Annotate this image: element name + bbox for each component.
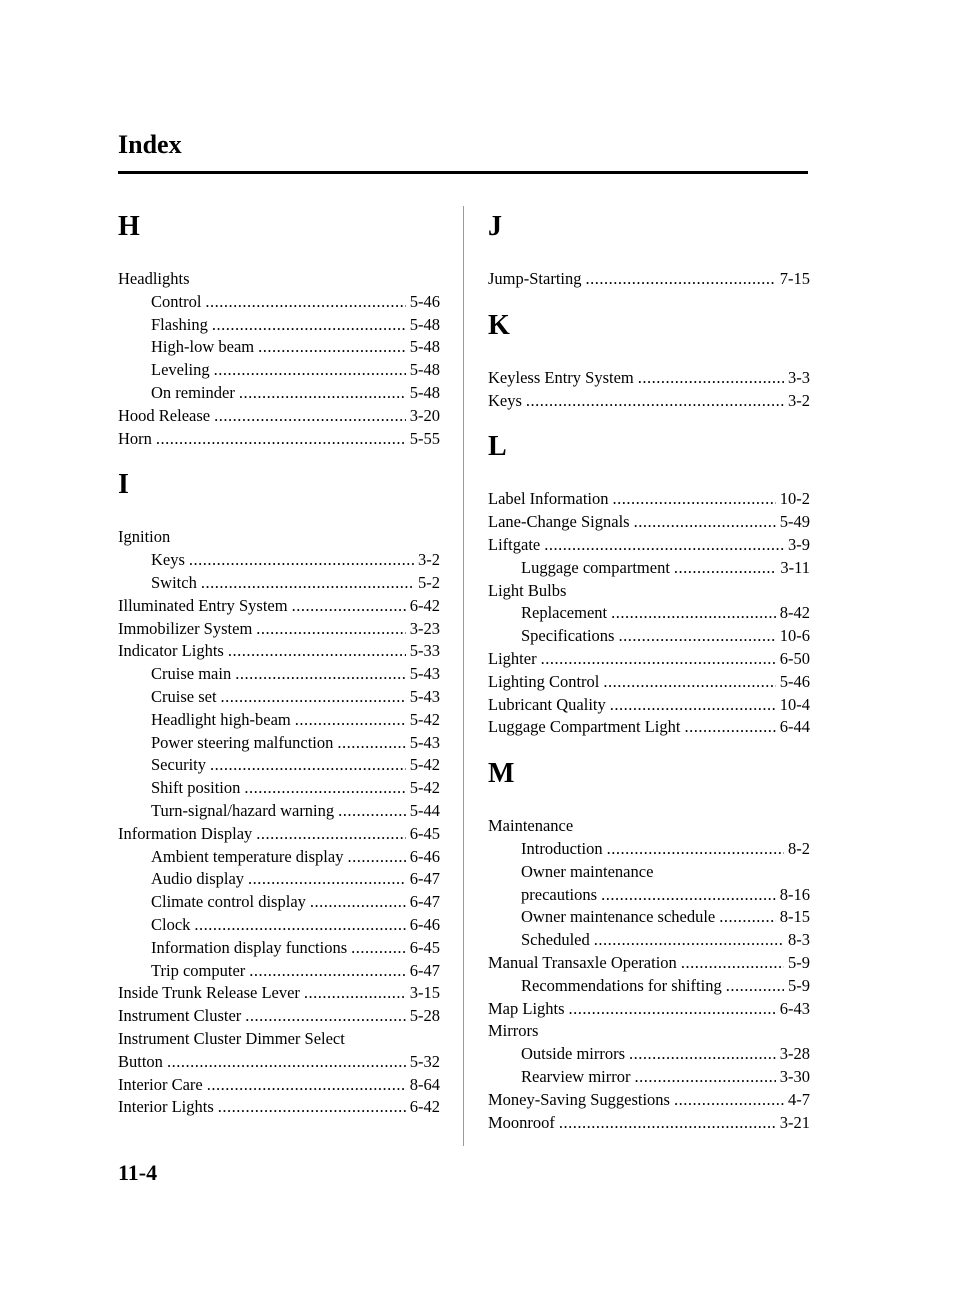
entry-page-ref: 6-46 — [409, 914, 440, 934]
index-subentry — [118, 686, 440, 709]
dot-leader — [214, 359, 406, 382]
index-subentry — [118, 891, 440, 914]
entry-term: Manual Transaxle Operation — [488, 952, 677, 972]
dot-leader — [167, 1051, 406, 1074]
index-subentry — [118, 314, 440, 337]
index-entry — [488, 716, 810, 739]
dot-leader — [244, 777, 405, 800]
entry-term: Money-Saving Suggestions — [488, 1089, 670, 1109]
dot-leader — [201, 572, 414, 595]
index-entry — [118, 1028, 440, 1051]
index-entry — [488, 952, 810, 975]
entry-term: Instrument Cluster — [118, 1006, 242, 1026]
index-entry-list — [488, 367, 810, 413]
index-entry — [488, 671, 810, 694]
entry-term: Liftgate — [488, 534, 541, 554]
section-letter: J — [488, 211, 502, 242]
index-entry — [488, 534, 810, 557]
entry-term: Maintenance — [488, 816, 574, 836]
entry-term: Power steering malfunction — [151, 732, 334, 752]
section-letter: K — [488, 309, 510, 341]
dot-leader — [610, 694, 776, 717]
entry-page-ref: 6-43 — [779, 998, 810, 1018]
section-letter: H — [118, 211, 140, 242]
entry-page-ref: 3-20 — [409, 405, 440, 425]
entry-term: Button — [118, 1051, 163, 1071]
index-entry — [488, 367, 810, 390]
entry-page-ref: 3-21 — [779, 1112, 810, 1132]
index-entry-list — [488, 488, 810, 739]
entry-page-ref: 3-2 — [418, 550, 440, 570]
index-subentry — [118, 382, 440, 405]
entry-page-ref: 5-32 — [409, 1051, 440, 1071]
entry-term: Lighting Control — [488, 671, 600, 691]
index-entry — [488, 648, 810, 671]
dot-leader — [726, 975, 784, 998]
index-entry — [118, 405, 440, 428]
dot-leader — [189, 549, 414, 572]
index-entry-list — [118, 268, 440, 450]
section-letter: L — [488, 431, 507, 463]
dot-leader — [228, 640, 406, 663]
index-entry-list — [488, 815, 810, 1134]
entry-term: Turn-signal/hazard warning — [151, 800, 335, 820]
dot-leader — [569, 998, 776, 1021]
index-entry — [118, 428, 440, 451]
dot-leader — [235, 663, 406, 686]
index-subentry — [118, 336, 440, 359]
index-subentry — [488, 625, 810, 648]
index-subentry — [118, 937, 440, 960]
dot-leader — [210, 754, 406, 777]
dot-leader — [559, 1112, 776, 1135]
index-subentry — [118, 960, 440, 983]
dot-leader — [634, 511, 776, 534]
index-subentry — [118, 359, 440, 382]
index-section-j — [488, 210, 810, 291]
dot-leader — [214, 405, 406, 428]
index-subentry — [488, 1066, 810, 1089]
entry-page-ref: 10-2 — [779, 489, 810, 509]
entry-page-ref: 8-16 — [779, 884, 810, 904]
entry-term: Luggage Compartment Light — [488, 717, 681, 737]
dot-leader — [221, 686, 406, 709]
entry-term: Specifications — [521, 626, 615, 646]
entry-term: Lane-Change Signals — [488, 512, 630, 532]
entry-page-ref: 3-9 — [788, 534, 810, 554]
index-section-h — [118, 210, 440, 450]
dot-leader — [638, 367, 784, 390]
entry-term: Ignition — [118, 527, 171, 547]
entry-page-ref: 8-15 — [779, 907, 810, 927]
index-entry — [118, 640, 440, 663]
dot-leader — [681, 952, 784, 975]
dot-leader — [156, 428, 406, 451]
entry-term: Headlights — [118, 269, 190, 288]
dot-leader — [586, 268, 776, 291]
entry-page-ref: 5-43 — [409, 686, 440, 706]
entry-term: Clock — [151, 914, 191, 934]
entry-term: Trip computer — [151, 960, 246, 980]
dot-leader — [618, 625, 775, 648]
entry-term: On reminder — [151, 382, 235, 402]
index-subentry — [118, 549, 440, 572]
dot-leader — [194, 914, 405, 937]
index-subentry — [118, 291, 440, 314]
entry-term: Cruise set — [151, 686, 217, 706]
index-subentry — [118, 732, 440, 755]
entry-page-ref: 6-45 — [409, 937, 440, 957]
entry-term: Inside Trunk Release Lever — [118, 983, 300, 1003]
entry-page-ref: 6-44 — [779, 717, 810, 737]
entry-term: Cruise main — [151, 664, 232, 684]
entry-page-ref: 10-4 — [779, 694, 810, 714]
index-subentry — [488, 975, 810, 998]
dot-leader — [338, 800, 406, 823]
entry-term: High-low beam — [151, 337, 255, 357]
dot-leader — [304, 982, 406, 1005]
dot-leader — [674, 1089, 784, 1112]
entry-page-ref: 3-11 — [780, 557, 810, 577]
entry-page-ref: 6-42 — [409, 595, 440, 615]
entry-term: Hood Release — [118, 405, 211, 425]
entry-page-ref: 5-49 — [779, 512, 810, 532]
page-title: Index — [118, 130, 182, 159]
entry-term: Flashing — [151, 314, 208, 334]
index-subentry — [488, 1043, 810, 1066]
entry-page-ref: 6-47 — [409, 869, 440, 889]
dot-leader — [239, 382, 406, 405]
dot-leader — [541, 648, 776, 671]
entry-page-ref: 8-3 — [788, 930, 810, 950]
entry-page-ref: 4-7 — [788, 1089, 810, 1109]
dot-leader — [629, 1043, 776, 1066]
entry-term: Owner maintenance schedule — [521, 907, 716, 927]
entry-page-ref: 8-64 — [409, 1074, 440, 1094]
entry-term: Luggage compartment — [521, 557, 670, 577]
dot-leader — [613, 488, 776, 511]
index-entry — [118, 1005, 440, 1028]
index-subentry — [118, 846, 440, 869]
entry-term: Label Information — [488, 489, 609, 509]
entry-term: Security — [151, 755, 206, 775]
entry-page-ref: 6-50 — [779, 648, 810, 668]
index-subentry — [488, 838, 810, 861]
dot-leader — [310, 891, 406, 914]
dot-leader — [249, 960, 405, 983]
index-entry — [488, 1112, 810, 1135]
index-section-l — [488, 430, 810, 739]
entry-term: Keys — [488, 390, 522, 410]
entry-term: Indicator Lights — [118, 641, 224, 661]
dot-leader — [601, 884, 776, 907]
dot-leader — [205, 291, 405, 314]
index-column-right — [488, 208, 810, 1134]
entry-page-ref: 5-33 — [409, 641, 440, 661]
dot-leader — [351, 937, 406, 960]
index-subentry — [488, 906, 810, 929]
index-subentry — [118, 572, 440, 595]
column-divider — [463, 206, 464, 1146]
index-entry — [118, 268, 440, 291]
entry-page-ref: 5-28 — [409, 1006, 440, 1026]
index-subentry — [488, 861, 810, 884]
index-section-k — [488, 309, 810, 413]
entry-term: Leveling — [151, 360, 210, 380]
index-entry — [488, 511, 810, 534]
dot-leader — [218, 1096, 406, 1119]
index-entry — [488, 998, 810, 1021]
entry-term: Control — [151, 291, 202, 311]
index-entry — [118, 1074, 440, 1097]
entry-term: Lighter — [488, 648, 537, 668]
entry-term: Audio display — [151, 869, 245, 889]
dot-leader — [684, 716, 775, 739]
index-entry — [118, 1096, 440, 1119]
entry-page-ref: 5-55 — [409, 428, 440, 448]
entry-page-ref: 3-15 — [409, 983, 440, 1003]
entry-page-ref: 5-48 — [409, 360, 440, 380]
entry-term: precautions — [521, 884, 598, 904]
entry-term: Headlight high-beam — [151, 709, 291, 729]
dot-leader — [544, 534, 784, 557]
section-letter: M — [488, 758, 515, 790]
index-section-m — [488, 757, 810, 1134]
index-subentry — [118, 709, 440, 732]
index-subentry — [118, 777, 440, 800]
entry-page-ref: 8-2 — [788, 838, 810, 858]
entry-page-ref: 3-28 — [779, 1044, 810, 1064]
entry-page-ref: 5-43 — [409, 732, 440, 752]
entry-page-ref: 5-2 — [418, 572, 440, 592]
entry-page-ref: 5-46 — [779, 671, 810, 691]
dot-leader — [603, 671, 775, 694]
index-entry-list — [118, 526, 440, 1119]
entry-page-ref: 6-42 — [409, 1097, 440, 1117]
entry-page-ref: 5-48 — [409, 382, 440, 402]
index-subentry — [488, 929, 810, 952]
entry-term: Switch — [151, 572, 197, 592]
entry-term: Keyless Entry System — [488, 367, 634, 387]
dot-leader — [635, 1066, 776, 1089]
index-subentry — [118, 754, 440, 777]
entry-term: Owner maintenance — [521, 861, 654, 881]
entry-term: Instrument Cluster Dimmer Select — [118, 1028, 345, 1048]
entry-page-ref: 5-46 — [409, 291, 440, 311]
entry-page-ref: 6-47 — [409, 892, 440, 912]
index-entry — [118, 526, 440, 549]
index-entry — [488, 815, 810, 838]
dot-leader — [207, 1074, 406, 1097]
entry-page-ref: 6-46 — [409, 846, 440, 866]
dot-leader — [256, 823, 405, 846]
index-entry — [488, 580, 810, 603]
dot-leader — [526, 390, 784, 413]
entry-page-ref: 10-6 — [779, 626, 810, 646]
entry-page-ref: 3-30 — [779, 1066, 810, 1086]
entry-term: Climate control display — [151, 892, 306, 912]
index-entry — [488, 694, 810, 717]
dot-leader — [607, 838, 784, 861]
index-entry — [118, 823, 440, 846]
entry-term: Light Bulbs — [488, 580, 567, 600]
dot-leader — [611, 602, 776, 625]
entry-term: Introduction — [521, 838, 603, 858]
index-entry — [488, 488, 810, 511]
entry-page-ref: 3-23 — [409, 618, 440, 638]
entry-page-ref: 7-15 — [779, 269, 810, 288]
entry-page-ref: 6-45 — [409, 823, 440, 843]
dot-leader — [295, 709, 406, 732]
entry-term: Information Display — [118, 823, 253, 843]
index-entry — [118, 1051, 440, 1074]
entry-term: Illuminated Entry System — [118, 595, 288, 615]
entry-term: Mirrors — [488, 1021, 539, 1041]
page-number: 11-4 — [118, 1160, 158, 1185]
index-subentry — [118, 914, 440, 937]
entry-term: Immobilizer System — [118, 618, 253, 638]
index-column-left — [118, 208, 440, 1119]
index-section-i — [118, 468, 440, 1119]
section-letter: I — [118, 469, 129, 501]
index-entry-list — [488, 268, 810, 291]
entry-term: Rearview mirror — [521, 1066, 631, 1086]
index-subentry — [118, 663, 440, 686]
entry-term: Scheduled — [521, 930, 590, 950]
index-entry — [488, 390, 810, 413]
entry-term: Lubricant Quality — [488, 694, 606, 714]
index-entry — [118, 982, 440, 1005]
entry-page-ref: 5-9 — [788, 952, 810, 972]
entry-page-ref: 5-42 — [409, 755, 440, 775]
dot-leader — [594, 929, 784, 952]
entry-term: Map Lights — [488, 998, 565, 1018]
entry-page-ref: 8-42 — [779, 603, 810, 623]
index-entry — [488, 1089, 810, 1112]
entry-page-ref: 5-43 — [409, 664, 440, 684]
entry-term: Keys — [151, 550, 185, 570]
index-subentry — [488, 884, 810, 907]
entry-page-ref: 3-2 — [788, 390, 810, 410]
entry-term: Moonroof — [488, 1112, 555, 1132]
index-subentry — [118, 800, 440, 823]
entry-term: Jump-Starting — [488, 269, 582, 288]
entry-term: Replacement — [521, 603, 608, 623]
entry-term: Ambient temperature display — [151, 846, 344, 866]
entry-page-ref: 5-42 — [409, 709, 440, 729]
title-rule — [118, 171, 808, 174]
index-subentry — [488, 602, 810, 625]
dot-leader — [292, 595, 406, 618]
index-subentry — [118, 868, 440, 891]
dot-leader — [347, 846, 405, 869]
entry-term: Shift position — [151, 778, 241, 798]
dot-leader — [258, 336, 406, 359]
index-entry — [488, 268, 810, 291]
entry-page-ref: 5-42 — [409, 778, 440, 798]
entry-page-ref: 6-47 — [409, 960, 440, 980]
dot-leader — [719, 906, 776, 929]
index-entry — [488, 1020, 810, 1043]
dot-leader — [337, 732, 405, 755]
entry-term: Outside mirrors — [521, 1044, 626, 1064]
dot-leader — [245, 1005, 405, 1028]
index-entry — [118, 618, 440, 641]
entry-term: Recommendations for shifting — [521, 975, 722, 995]
index-subentry — [488, 557, 810, 580]
entry-term: Interior Care — [118, 1074, 203, 1094]
entry-term: Information display functions — [151, 937, 348, 957]
entry-page-ref: 5-48 — [409, 337, 440, 357]
dot-leader — [674, 557, 776, 580]
entry-page-ref: 3-3 — [788, 367, 810, 387]
dot-leader — [256, 618, 405, 641]
entry-term: Horn — [118, 428, 152, 448]
entry-term: Interior Lights — [118, 1097, 214, 1117]
dot-leader — [212, 314, 406, 337]
entry-page-ref: 5-9 — [788, 975, 810, 995]
entry-page-ref: 5-48 — [409, 314, 440, 334]
dot-leader — [248, 868, 406, 891]
entry-page-ref: 5-44 — [409, 800, 440, 820]
index-entry — [118, 595, 440, 618]
